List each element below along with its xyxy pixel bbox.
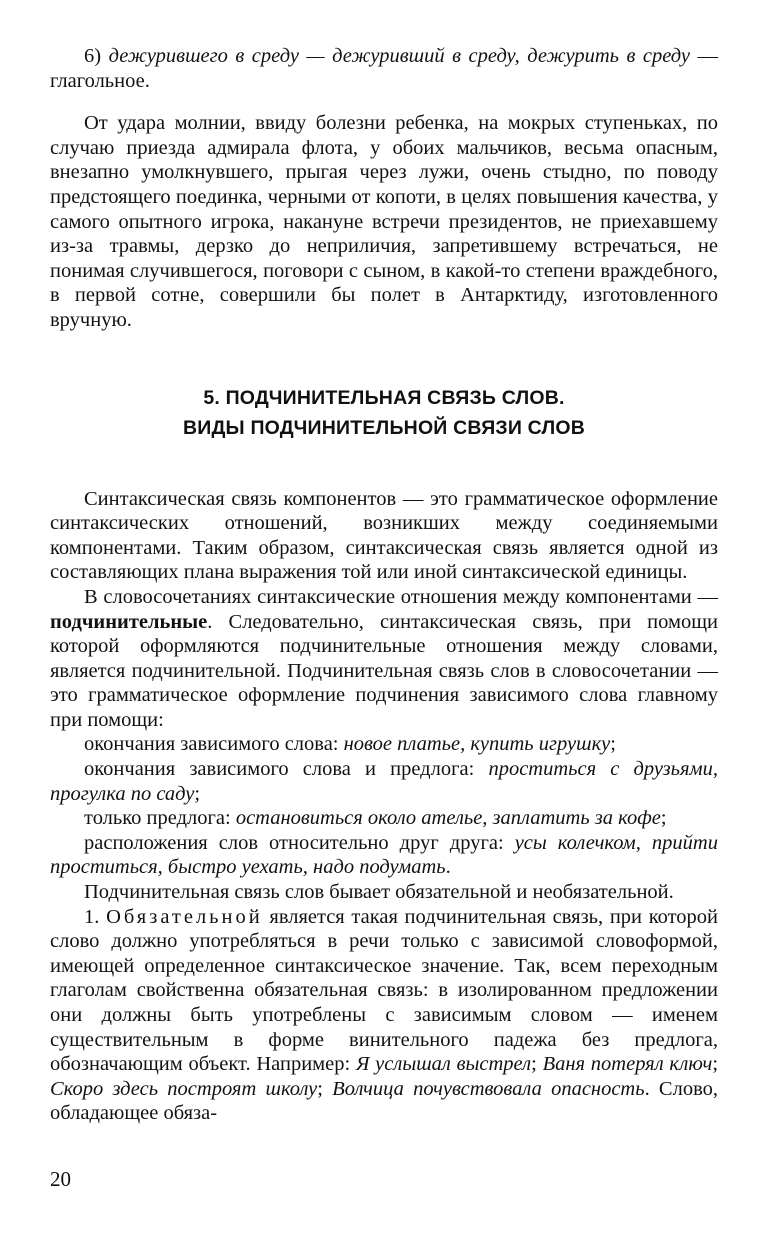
list-item [50, 732, 718, 757]
list-item-text: только предлога: [84, 807, 236, 830]
example-text: усы колечком, прийти проститься, быстро уехать, надо подумать [50, 831, 718, 879]
punctuation: ; [531, 1053, 543, 1076]
list-item [50, 831, 718, 880]
bold-term: подчинительные [50, 610, 208, 633]
page-number: 20 [50, 1167, 71, 1191]
spaced-term: Обязательной [106, 905, 263, 928]
item-number: 1. [84, 905, 107, 928]
punctuation: ; [610, 733, 616, 756]
paragraph-text: — глагольное. [50, 45, 719, 92]
paragraph-types: Подчинительная связь слов бывает обязательной и необязательной. [84, 881, 674, 904]
item-number: 6) [84, 45, 109, 67]
paragraph-text: . Следовательно, синтаксическая связь, при помощи которой оформляются подчинительные отношения между словами, является подчинительной. Подчинительная связь слов в словосочетании — это грамматическое оформление подчинения зависимого слова главному при помощи: [50, 610, 718, 731]
paragraph-text: В словосочетаниях синтаксические отношения между компонентами — [84, 585, 718, 608]
section-heading-line-2: ВИДЫ ПОДЧИНИТЕЛЬНОЙ СВЯЗИ СЛОВ [182, 416, 586, 439]
example-text: новое платье, купить игрушку [343, 733, 611, 756]
paragraph-text: является такая подчинительная связь, при которой слово должно употребляться в речи только с зависимой словоформой, имеющей определенное синтаксическое значение. Так, всем переходным глаголам свойственна обязательная связь: в изолированном предложении они должны быть употреблены с зависимым словом — именем существительным в форме винительного падежа без предлога, обозначающим объект. Например: [50, 905, 719, 1076]
punctuation: ; [317, 1077, 333, 1100]
example-text: Ваня потерял ключ [542, 1053, 713, 1076]
paragraph-example-6 [50, 44, 718, 93]
paragraph-text: . Слово, обладающее обяза- [50, 1077, 718, 1125]
example-text: Скоро здесь построят школу [50, 1077, 318, 1100]
section-heading-line-1: 5. ПОДЧИНИТЕЛЬНАЯ СВЯЗЬ СЛОВ. [203, 386, 565, 409]
list-item-text: расположения слов относительно друг друга: [84, 831, 515, 854]
list-item-text: окончания зависимого слова: [84, 733, 344, 756]
example-text: проститься с друзьями, прогулка по саду [50, 758, 718, 805]
punctuation: ; [712, 1053, 719, 1076]
paragraph-obligatory-link [50, 905, 718, 1126]
punctuation: ; [194, 782, 201, 805]
example-text: остановиться около ателье, заплатить за кофе [235, 807, 661, 830]
section-heading [50, 383, 718, 443]
punctuation: ; [660, 807, 667, 830]
document-page [50, 44, 718, 1126]
list-item [50, 806, 718, 831]
punctuation: . [445, 856, 451, 879]
list-item-text: окончания зависимого слова и предлога: [84, 758, 489, 781]
example-text: дежурившего в среду — дежуривший в среду, дежурить в среду [108, 45, 691, 67]
list-item [50, 757, 718, 806]
paragraph-definition: Синтаксическая связь компонентов — это грамматическое оформление синтаксических отношений, возникших между соединяемыми компонентами. Таким образом, синтаксическая связь является одной из составляющих плана выражения той или иной синтаксической единицы. [50, 487, 718, 584]
example-text: Я услышал выстрел [355, 1053, 532, 1076]
example-text: Волчица почувствовала опасность [332, 1077, 645, 1100]
paragraph-subordinate-relations [50, 585, 718, 733]
paragraph-exercise-list: От удара молнии, ввиду болезни ребенка, на мокрых ступеньках, по случаю приезда адмирала флота, у обоих мальчиков, весьма опасным, внезапно умолкнувшего, прыгая через лужи, очень стыдно, по поводу предстоящего поединка, черными от копоти, в целях повышения качества, у самого опытного игрока, накануне встречи президентов, не приехавшему из-за травмы, дерзко до неприличия, запретившему встречаться, не понимая случившегося, поговори с сыном, в какой-то степени враждебного, в первой сотне, совершили бы полет в Антарктиду, изготовленного вручную. [50, 112, 718, 331]
